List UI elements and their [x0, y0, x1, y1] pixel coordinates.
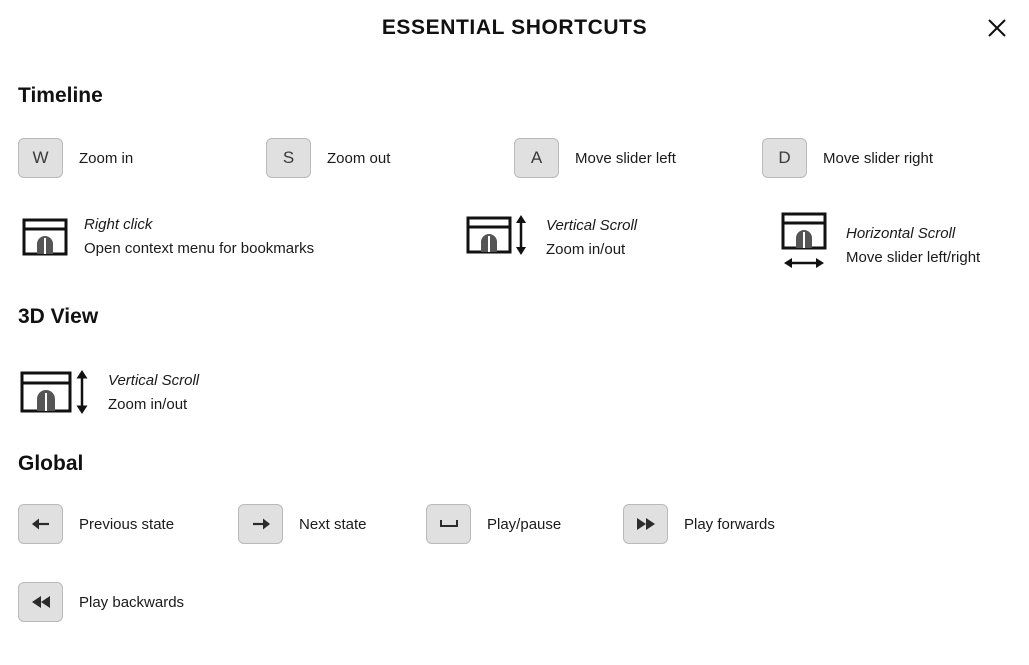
shortcut-zoom-out [266, 138, 514, 178]
page-title: ESSENTIAL SHORTCUTS [381, 16, 648, 39]
shortcut-next-state [238, 504, 426, 544]
mouse-desc: Open context menu for bookmarks [84, 239, 315, 257]
section-heading-timeline: Timeline [18, 84, 103, 107]
mouse-desc: Zoom in/out [108, 395, 188, 413]
shortcut-label: Move slider left [575, 149, 676, 167]
shortcut-horizontal-scroll [776, 208, 980, 283]
key-cap-s: S [266, 138, 311, 178]
mouse-right-click-icon [18, 208, 70, 265]
key-cap-d: D [762, 138, 807, 178]
shortcut-label: Previous state [79, 515, 175, 533]
rewind-icon [18, 582, 63, 622]
key-cap-a: A [514, 138, 559, 178]
shortcut-move-slider-left [514, 138, 762, 178]
mouse-action: Vertical Scroll [108, 372, 200, 390]
shortcut-label: Play forwards [684, 515, 775, 533]
shortcut-right-click [18, 208, 466, 265]
shortcut-vertical-scroll-timeline [466, 208, 766, 267]
mouse-desc: Zoom in/out [546, 240, 626, 258]
mouse-desc: Move slider left/right [846, 248, 981, 266]
arrow-right-icon [238, 504, 283, 544]
spacebar-icon [426, 504, 471, 544]
mouse-action: Right click [84, 216, 153, 234]
shortcut-label: Zoom out [327, 149, 391, 167]
mouse-horizontal-scroll-icon [776, 208, 832, 283]
close-icon[interactable] [983, 14, 1011, 42]
shortcut-zoom-in [18, 138, 266, 178]
mouse-vertical-scroll-icon [18, 361, 94, 424]
shortcut-vertical-scroll-3d [18, 361, 199, 424]
section-heading-global: Global [18, 452, 84, 475]
shortcut-label: Move slider right [823, 149, 934, 167]
mouse-action: Horizontal Scroll [846, 225, 956, 243]
shortcut-play-backwards [18, 582, 184, 622]
fast-forward-icon [623, 504, 668, 544]
shortcut-label: Zoom in [79, 149, 134, 167]
shortcut-previous-state [18, 504, 238, 544]
shortcut-label: Play/pause [487, 515, 562, 533]
section-heading-3d-view: 3D View [18, 305, 99, 328]
arrow-left-icon [18, 504, 63, 544]
shortcut-move-slider-right [762, 138, 933, 178]
shortcut-play-pause [426, 504, 623, 544]
shortcut-label: Next state [299, 515, 367, 533]
mouse-vertical-scroll-icon [466, 208, 532, 267]
key-cap-w: W [18, 138, 63, 178]
shortcut-label: Play backwards [79, 593, 185, 611]
mouse-action: Vertical Scroll [546, 217, 638, 235]
shortcut-play-forwards [623, 504, 775, 544]
